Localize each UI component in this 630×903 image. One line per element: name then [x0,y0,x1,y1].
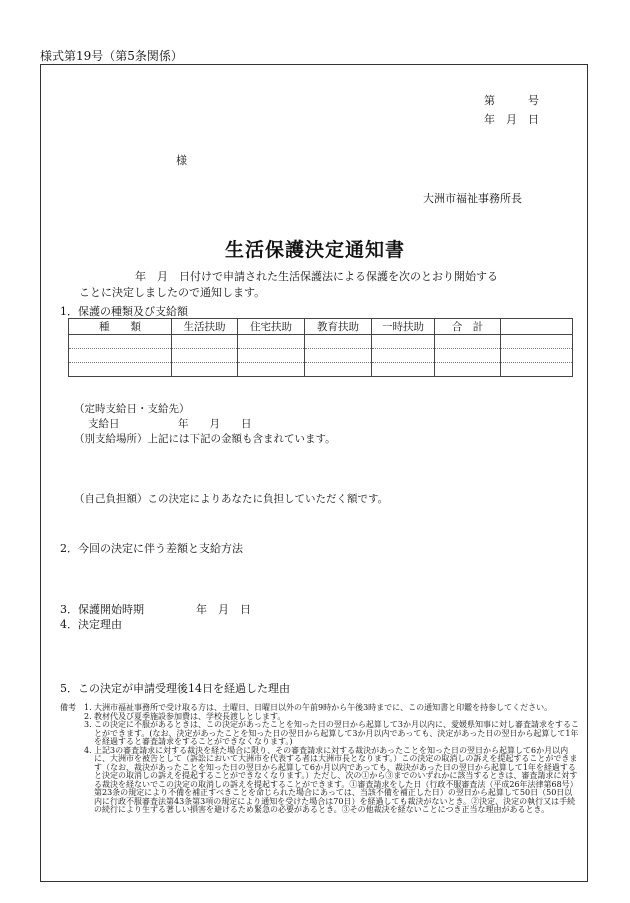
note-text: 教材代及び夏季施設参加費は、学校長渡しとします。 [94,711,286,721]
table-header-row [69,319,573,335]
intro-line-2: ことに決定しましたので通知します。 [79,286,266,299]
table-cell [435,349,501,363]
column-header: 教育扶助 [305,319,372,335]
note-number: 3. [84,720,92,729]
column-header [501,319,573,335]
section-2-heading: 2．今回の決定に伴う差額と支給方法 [60,542,243,555]
table-cell [372,335,435,349]
pay-day-date: 年 月 日 [178,418,252,430]
note-number: 1. [84,703,92,712]
notes-label: 備考 [60,703,76,712]
pay-day-label: 支給日 [88,418,120,430]
table-cell [69,349,172,363]
note-text: 大洲市福祉事務所で受け取る方は、土曜日、日曜日以外の午前9時から午後3時までに、この通知書と印鑑を持参してください。 [94,703,553,712]
note-number: 4. [84,745,92,755]
table-row [69,363,573,377]
note-text: 上記3の審査請求に対する裁決を経た場合に限り、その審査請求に対する裁決があったことを知った日の翌日から起算して6か月以内に、大洲市を被告として（訴訟において大洲市を代表する者は大洲市長となります。）この決定の取消しの訴えを提起することができます（なお、裁決があったことを知った日の翌日から起算して6か月以内であっても、裁決があった日の翌日から起算して1年を経過すると決定の取消しの訴えを提起することができなくなります。）ただし、次の①から③までのいずれかに該当するときは、審査請求に対する裁決を経ないでこの決定の取消しの訴えを提起することができます。①審査請求をした日（行政不服審査法（平成26年法律第68号）第23条の規定により不備を補正すべきことを命じられた場合にあっては、当該不備を補正した日）の翌日から起算して50日（50日以内に行政不服審査法第43条第3項の規定により通知を受けた場合は70日）を経過しても裁決がないとき。②決定、決定の執行又は手続の続行により生ずる著しい損害を避けるため緊急の必要があるとき。③その他裁決を経ないことにつき正当な理由があるとき。 [94,745,578,814]
note-text: この決定に不服があるときは、この決定があったことを知った日の翌日から起算して3か月以内に、愛媛県知事に対し審査請求をすることができます。(なお、決定があったことを知った日の翌日から起算して3か月以内であっても、決定があった日の翌日から起算して1年を経過すると審査請求をすることができなくなります。) [94,720,580,746]
table-row [69,349,573,363]
table-cell [238,363,305,377]
separate-payment-note: （別支給場所）上記には下記の金額も含まれています。 [74,433,336,445]
form-number: 様式第19号（第5条関係） [40,49,183,63]
table-cell [172,363,238,377]
note-item [60,747,580,815]
table-row [69,335,573,349]
table-cell [305,363,372,377]
addressee-suffix: 様 [176,154,187,167]
table-cell [435,335,501,349]
regular-payment-label: （定時支給日・支給先） [74,403,190,415]
table-cell [305,335,372,349]
table-cell [238,349,305,363]
column-header: 生活扶助 [172,319,238,335]
page-title: 生活保護決定通知書 [224,239,405,261]
column-header: 一時扶助 [372,319,435,335]
table-cell [372,363,435,377]
table-cell [69,363,172,377]
intro-line-1: 年 月 日付けで申請された生活保護法による保護を次のとおり開始する [135,270,498,283]
column-header: 住宅扶助 [238,319,305,335]
column-header: 合 計 [435,319,501,335]
issuer: 大洲市福祉事務所長 [423,192,522,205]
notes-label [60,721,84,747]
note-item [60,721,580,747]
table-cell [172,349,238,363]
document-date-label: 年 月 日 [484,113,539,126]
table-cell [435,363,501,377]
table-cell [501,363,573,377]
table-cell [69,335,172,349]
self-pay-note: （自己負担額）この決定によりあなたに負担していただく額です。 [74,493,389,505]
table-cell [305,349,372,363]
section-5-heading: 5．この決定が申請受理後14日を経過した理由 [60,682,290,695]
table-cell [501,349,573,363]
notes [60,704,580,815]
column-header: 種 類 [69,319,172,335]
notes-label [60,713,84,722]
start-date: 年 月 日 [196,603,251,616]
table-cell [501,335,573,349]
amounts-table [68,318,573,377]
table-cell [372,349,435,363]
section-3-heading: 3．保護開始時期 [60,603,144,616]
table-cell [172,335,238,349]
section-4-heading: 4．決定理由 [60,618,122,631]
notes-label [60,747,84,815]
table-cell [238,335,305,349]
section-1-heading: 1．保護の種類及び支給額 [60,305,188,318]
note-number: 2. [84,711,92,721]
document-number-label: 第 号 [484,94,539,107]
